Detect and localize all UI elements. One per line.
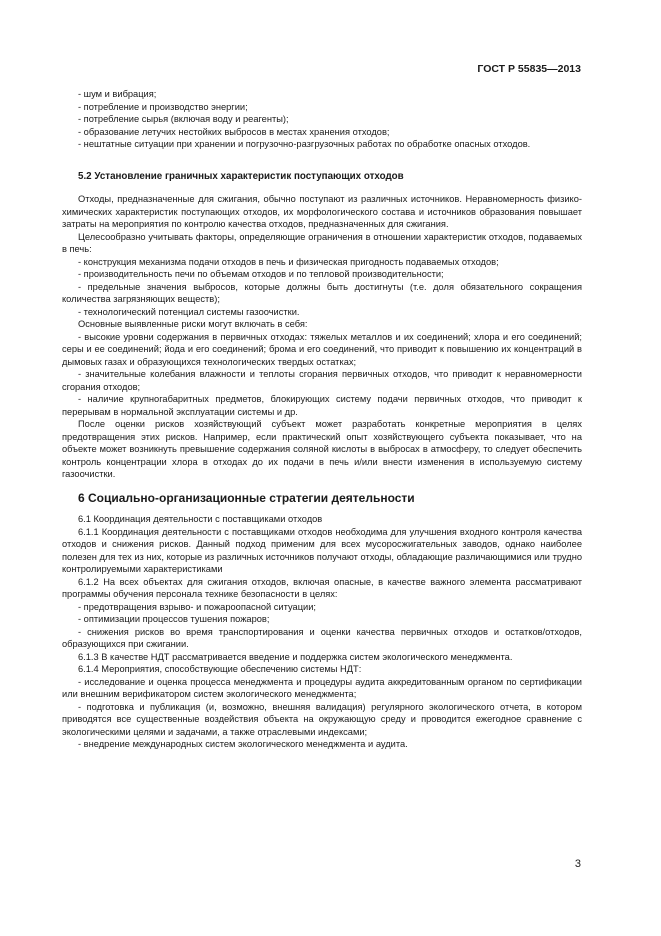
list-item: - подготовка и публикация (и, возможно, внешняя валидация) регулярного экологического отчета, в котором приводятся все существенные воздействия объекта на окружающую среду и проводится ежегодное сравнение с экологическими целями и задачами, а также отраслевыми индексами; [62,701,582,737]
document-id-header: ГОСТ Р 55835—2013 [477,63,581,75]
list-item: - снижения рисков во время транспортирования и оценки качества первичных отходов и остатков/отходов, образующихся при сжигании. [62,626,582,649]
list-item: - технологический потенциал системы газоочистки. [78,306,300,317]
paragraph: 6.1.1 Координация деятельности с поставщиками отходов необходима для улучшения входного контроля качества отходов и снижения рисков. Данный подход применим для всех мусоросжигательных заводов, однако наиболее полезен для тех из них, которые из различных источников получают отходы, обладающие различающимися или трудно контролируемыми характеристиками [62,526,582,574]
paragraph: 6.1.2 На всех объектах для сжигания отходов, включая опасные, в качестве важного элемента рассматривают программы обучения персонала технике безопасности в целях: [62,576,582,599]
list-item: - исследование и оценка процесса менеджмента и процедуры аудита аккредитованным органом по сертификации или внешним верификатором систем экологического менеджмента; [62,676,582,699]
list-item: - значительные колебания влажности и теплоты сгорания первичных отходов, что приводит к неравномерности сгорания отходов; [62,369,582,392]
paragraph: Отходы, предназначенные для сжигания, обычно поступают из различных источников. Неравномерность физико-химических характеристик поступающих отходов, их морфологического состава и источников образования повышает затраты на мероприятия по контролю качества отходов, предназначенных для сжигания. [62,194,582,229]
page-number: 3 [574,858,581,870]
list-item: - предельные значения выбросов, которые должны быть достигнуты (т.е. доля обязательного сокращения количества загрязняющих веществ); [62,281,582,304]
section-6-heading: 6 Социально-организационные стратегии деятельности [78,490,415,505]
section-5-2-heading: 5.2 Установление граничных характеристик поступающих отходов [78,170,404,182]
list-item: - высокие уровни содержания в первичных отходах: тяжелых металлов и их соединений; хлора и его соединений; серы и ее соединений; йода и его соединений; брома и его соединений, что приводит к повышению их концентраций в дымовых газах и образующихся технологических твердых остатках; [62,331,582,367]
list-item: - оптимизации процессов тушения пожаров; [78,614,270,624]
document-body [62,88,582,751]
list-item: - потребление сырья (включая воду и реагенты); [78,114,289,124]
list-item: - внедрение международных систем экологического менеджмента и аудита. [78,739,408,749]
list-item: - производительность печи по объемам отходов и по тепловой производительности; [78,269,444,279]
paragraph: Целесообразно учитывать факторы, определяющие ограничения в отношении характеристик отходов, подаваемых в печь: [62,231,582,254]
paragraph: 6.1.3 В качестве НДТ рассматривается введение и поддержка систем экологического менеджмента. [78,651,513,662]
paragraph: Основные выявленные риски могут включать в себя: [78,319,308,329]
list-item: - образование летучих нестойких выбросов в местах хранения отходов; [78,126,390,137]
paragraph: 6.1 Координация деятельности с поставщиками отходов [78,514,323,524]
list-item: - потребление и производство энергии; [78,101,248,112]
list-item: - конструкция механизма подачи отходов в печь и физическая пригодность подаваемых отходов; [78,256,499,267]
list-item: - нештатные ситуации при хранении и погрузочно-разгрузочных работах по обработке опасных отходов. [78,139,531,149]
list-item: - наличие крупногабаритных предметов, блокирующих систему подачи первичных отходов, что приводит к перерывам в нормальной эксплуатации системы и др. [62,394,582,417]
list-item: - предотвращения взрыво- и пожароопасной ситуации; [78,601,316,612]
list-item: - шум и вибрация; [78,89,157,99]
paragraph: 6.1.4 Мероприятия, способствующие обеспечению системы НДТ: [78,664,362,674]
paragraph: После оценки рисков хозяйствующий субъект может разработать конкретные мероприятия в целях предотвращения этих рисков. Например, если практический опыт хозяйствующего субъекта показывает, что на объекте может возникнуть превышение содержания соляной кислоты в выбросах в атмосферу, то следует обеспечить контроль концентрации хлора в отходах до их подачи в печь и/или внести изменения в используемую систему газоочистки. [62,419,582,479]
